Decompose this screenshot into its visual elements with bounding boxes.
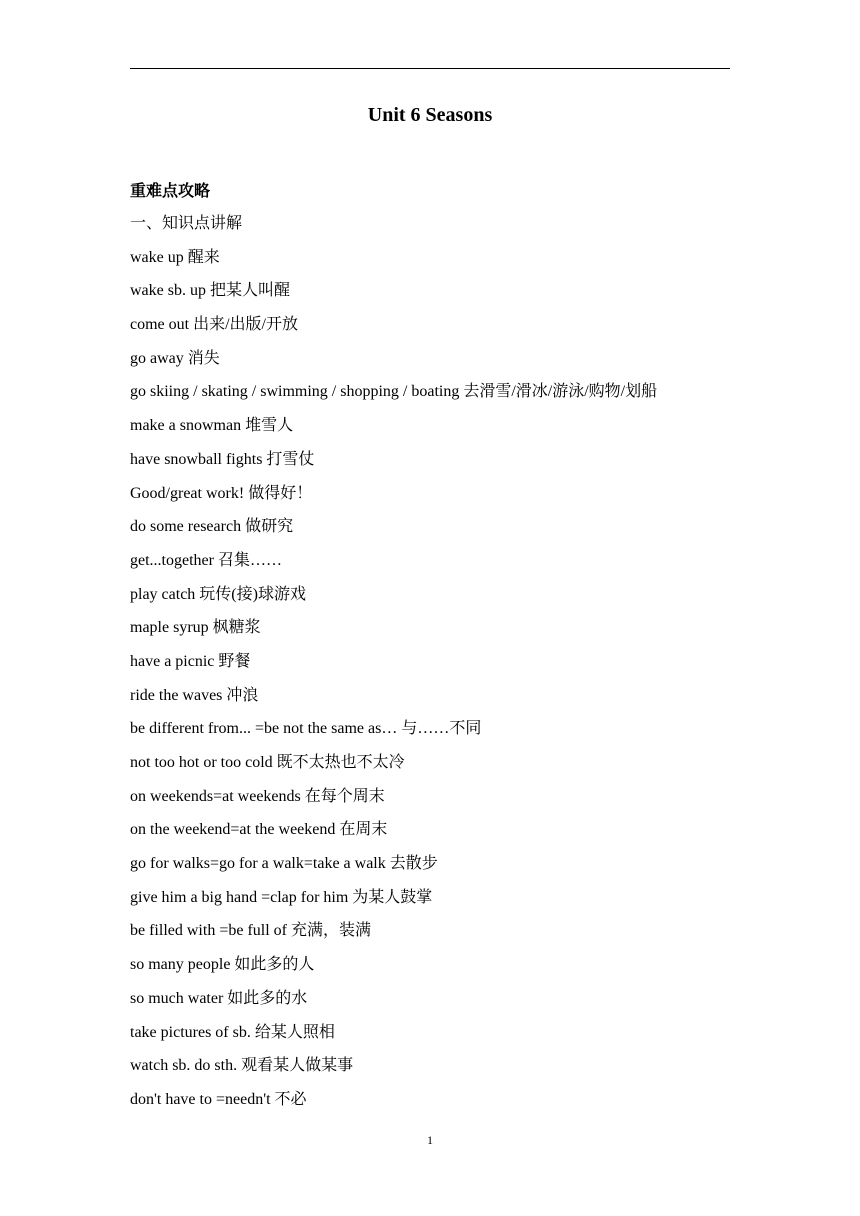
list-item: Good/great work! 做得好！ <box>130 484 313 502</box>
list-item: wake sb. up 把某人叫醒 <box>130 282 290 300</box>
list-item: watch sb. do sth. 观看某人做某事 <box>130 1057 354 1075</box>
list-item: so much water 如此多的水 <box>130 989 308 1007</box>
list-item: come out 出来/出版/开放 <box>130 316 298 334</box>
list-item: go away 消失 <box>130 349 220 367</box>
phrase-list <box>130 213 657 1123</box>
list-item: 一、知识点讲解 <box>130 215 243 232</box>
list-item: on the weekend=at the weekend 在周末 <box>130 821 388 839</box>
list-item: on weekends=at weekends 在每个周末 <box>130 787 385 805</box>
list-item: have a picnic 野餐 <box>130 652 251 670</box>
list-item: wake up 醒来 <box>130 248 220 266</box>
header-rule <box>130 68 730 69</box>
list-item: go skiing / skating / swimming / shopping / boating 去滑雪/滑冰/游泳/购物/划船 <box>130 383 658 401</box>
list-item: give him a big hand =clap for him 为某人鼓掌 <box>130 888 433 906</box>
list-item: ride the waves 冲浪 <box>130 686 259 704</box>
list-item: make a snowman 堆雪人 <box>130 417 294 435</box>
list-item: have snowball fights 打雪仗 <box>130 450 315 468</box>
list-item: be filled with =be full of 充满，装满 <box>130 922 371 940</box>
list-item: so many people 如此多的人 <box>130 956 315 974</box>
list-item: take pictures of sb. 给某人照相 <box>130 1023 335 1041</box>
list-item: don't have to =needn't 不必 <box>130 1090 307 1108</box>
page-title: Unit 6 Seasons <box>367 104 493 126</box>
list-item: be different from... =be not the same as… 与……不同 <box>130 720 482 738</box>
section-heading: 重难点攻略 <box>130 183 211 200</box>
list-item: maple syrup 枫糖浆 <box>130 619 261 637</box>
list-item: not too hot or too cold 既不太热也不太冷 <box>130 754 405 771</box>
list-item: get...together 召集…… <box>130 551 282 569</box>
list-item: play catch 玩传(接)球游戏 <box>130 585 306 603</box>
list-item: do some research 做研究 <box>130 518 294 536</box>
list-item: go for walks=go for a walk=take a walk 去散步 <box>130 855 438 873</box>
page-number: 1 <box>427 1133 433 1147</box>
